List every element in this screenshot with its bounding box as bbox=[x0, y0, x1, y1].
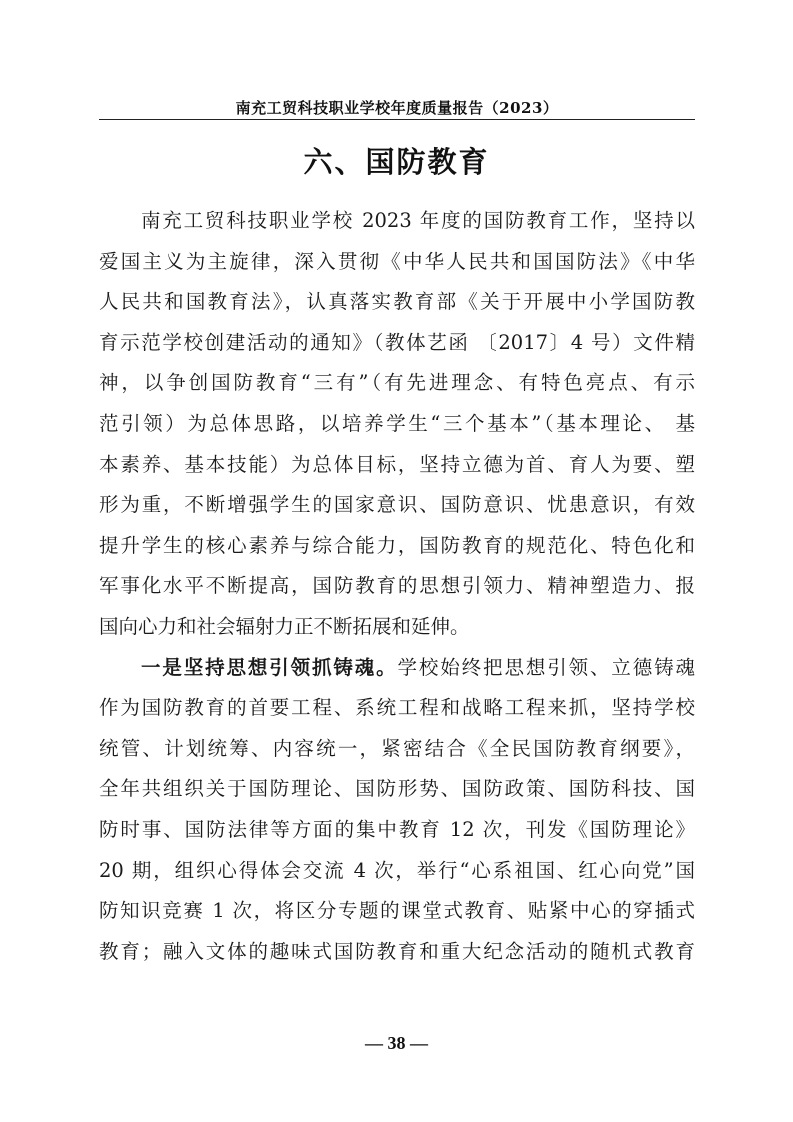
paragraph-first-line bbox=[99, 648, 695, 689]
paragraph-line: 人民共和国教育法》，认真落实教育部《关于开展中小学国防教 bbox=[99, 290, 695, 314]
paragraph-line: 军事化水平不断提高，国防教育的思想引领力、精神塑造力、报 bbox=[99, 574, 695, 598]
paragraph-line: 南充工贸科技职业学校 2023 年度的国防教育工作，坚持以 bbox=[141, 209, 695, 232]
paragraph-lead: 一是坚持思想引领抓铸魂。 bbox=[141, 655, 398, 679]
paragraph-line: 统管、计划统筹、内容统一，紧密结合《全民国防教育纲要》， bbox=[99, 736, 695, 760]
paragraph-line: 范引领）为总体思路，以培养学生“三个基本”（基本理论、 基 bbox=[99, 411, 695, 435]
running-header: 南充工贸科技职业学校年度质量报告（2023） bbox=[235, 99, 559, 117]
paragraph-line: 提升学生的核心素养与综合能力，国防教育的规范化、特色化和 bbox=[99, 533, 695, 557]
paragraph-line: 作为国防教育的首要工程、系统工程和战略工程来抓，坚持学校 bbox=[99, 696, 695, 720]
paragraph-1 bbox=[99, 201, 695, 648]
paragraph-line: 防时事、国防法律等方面的集中教育 12 次，刊发《国防理论》 bbox=[99, 817, 695, 841]
paragraph-line: 神，以争创国防教育“三有”（有先进理念、有特色亮点、有示 bbox=[99, 371, 695, 395]
paragraph-line: 形为重，不断增强学生的国家意识、国防意识、忧患意识，有效 bbox=[99, 493, 695, 517]
paragraph-line: 国向心力和社会辐射力正不断拓展和延伸。 bbox=[99, 614, 470, 638]
paragraph-line: 20 期，组织心得体会交流 4 次，举行“心系祖国、红心向党”国 bbox=[99, 858, 695, 882]
paragraph-lead-rest: 学校始终把思想引领、立德铸魂 bbox=[397, 655, 695, 679]
page-number: — 38 — bbox=[365, 1033, 428, 1053]
section-title: 六、国防教育 bbox=[303, 145, 490, 179]
paragraph-line: 育示范学校创建活动的通知》（教体艺函 〔2017〕4 号）文件精 bbox=[99, 330, 695, 354]
paragraph-line: 全年共组织关于国防理论、国防形势、国防政策、国防科技、国 bbox=[99, 777, 695, 801]
paragraph-2 bbox=[99, 648, 695, 973]
paragraph-line: 本素养、基本技能）为总体目标，坚持立德为首、育人为要、塑 bbox=[99, 452, 695, 476]
paragraph-line: 爱国主义为主旋律，深入贯彻《中华人民共和国国防法》《中华 bbox=[99, 249, 695, 273]
header-rule bbox=[99, 119, 695, 120]
paragraph-line: 教育；融入文体的趣味式国防教育和重大纪念活动的随机式教育 bbox=[99, 939, 695, 963]
paragraph-line: 防知识竞赛 1 次，将区分专题的课堂式教育、贴紧中心的穿插式 bbox=[99, 899, 695, 923]
body-text bbox=[99, 201, 695, 972]
